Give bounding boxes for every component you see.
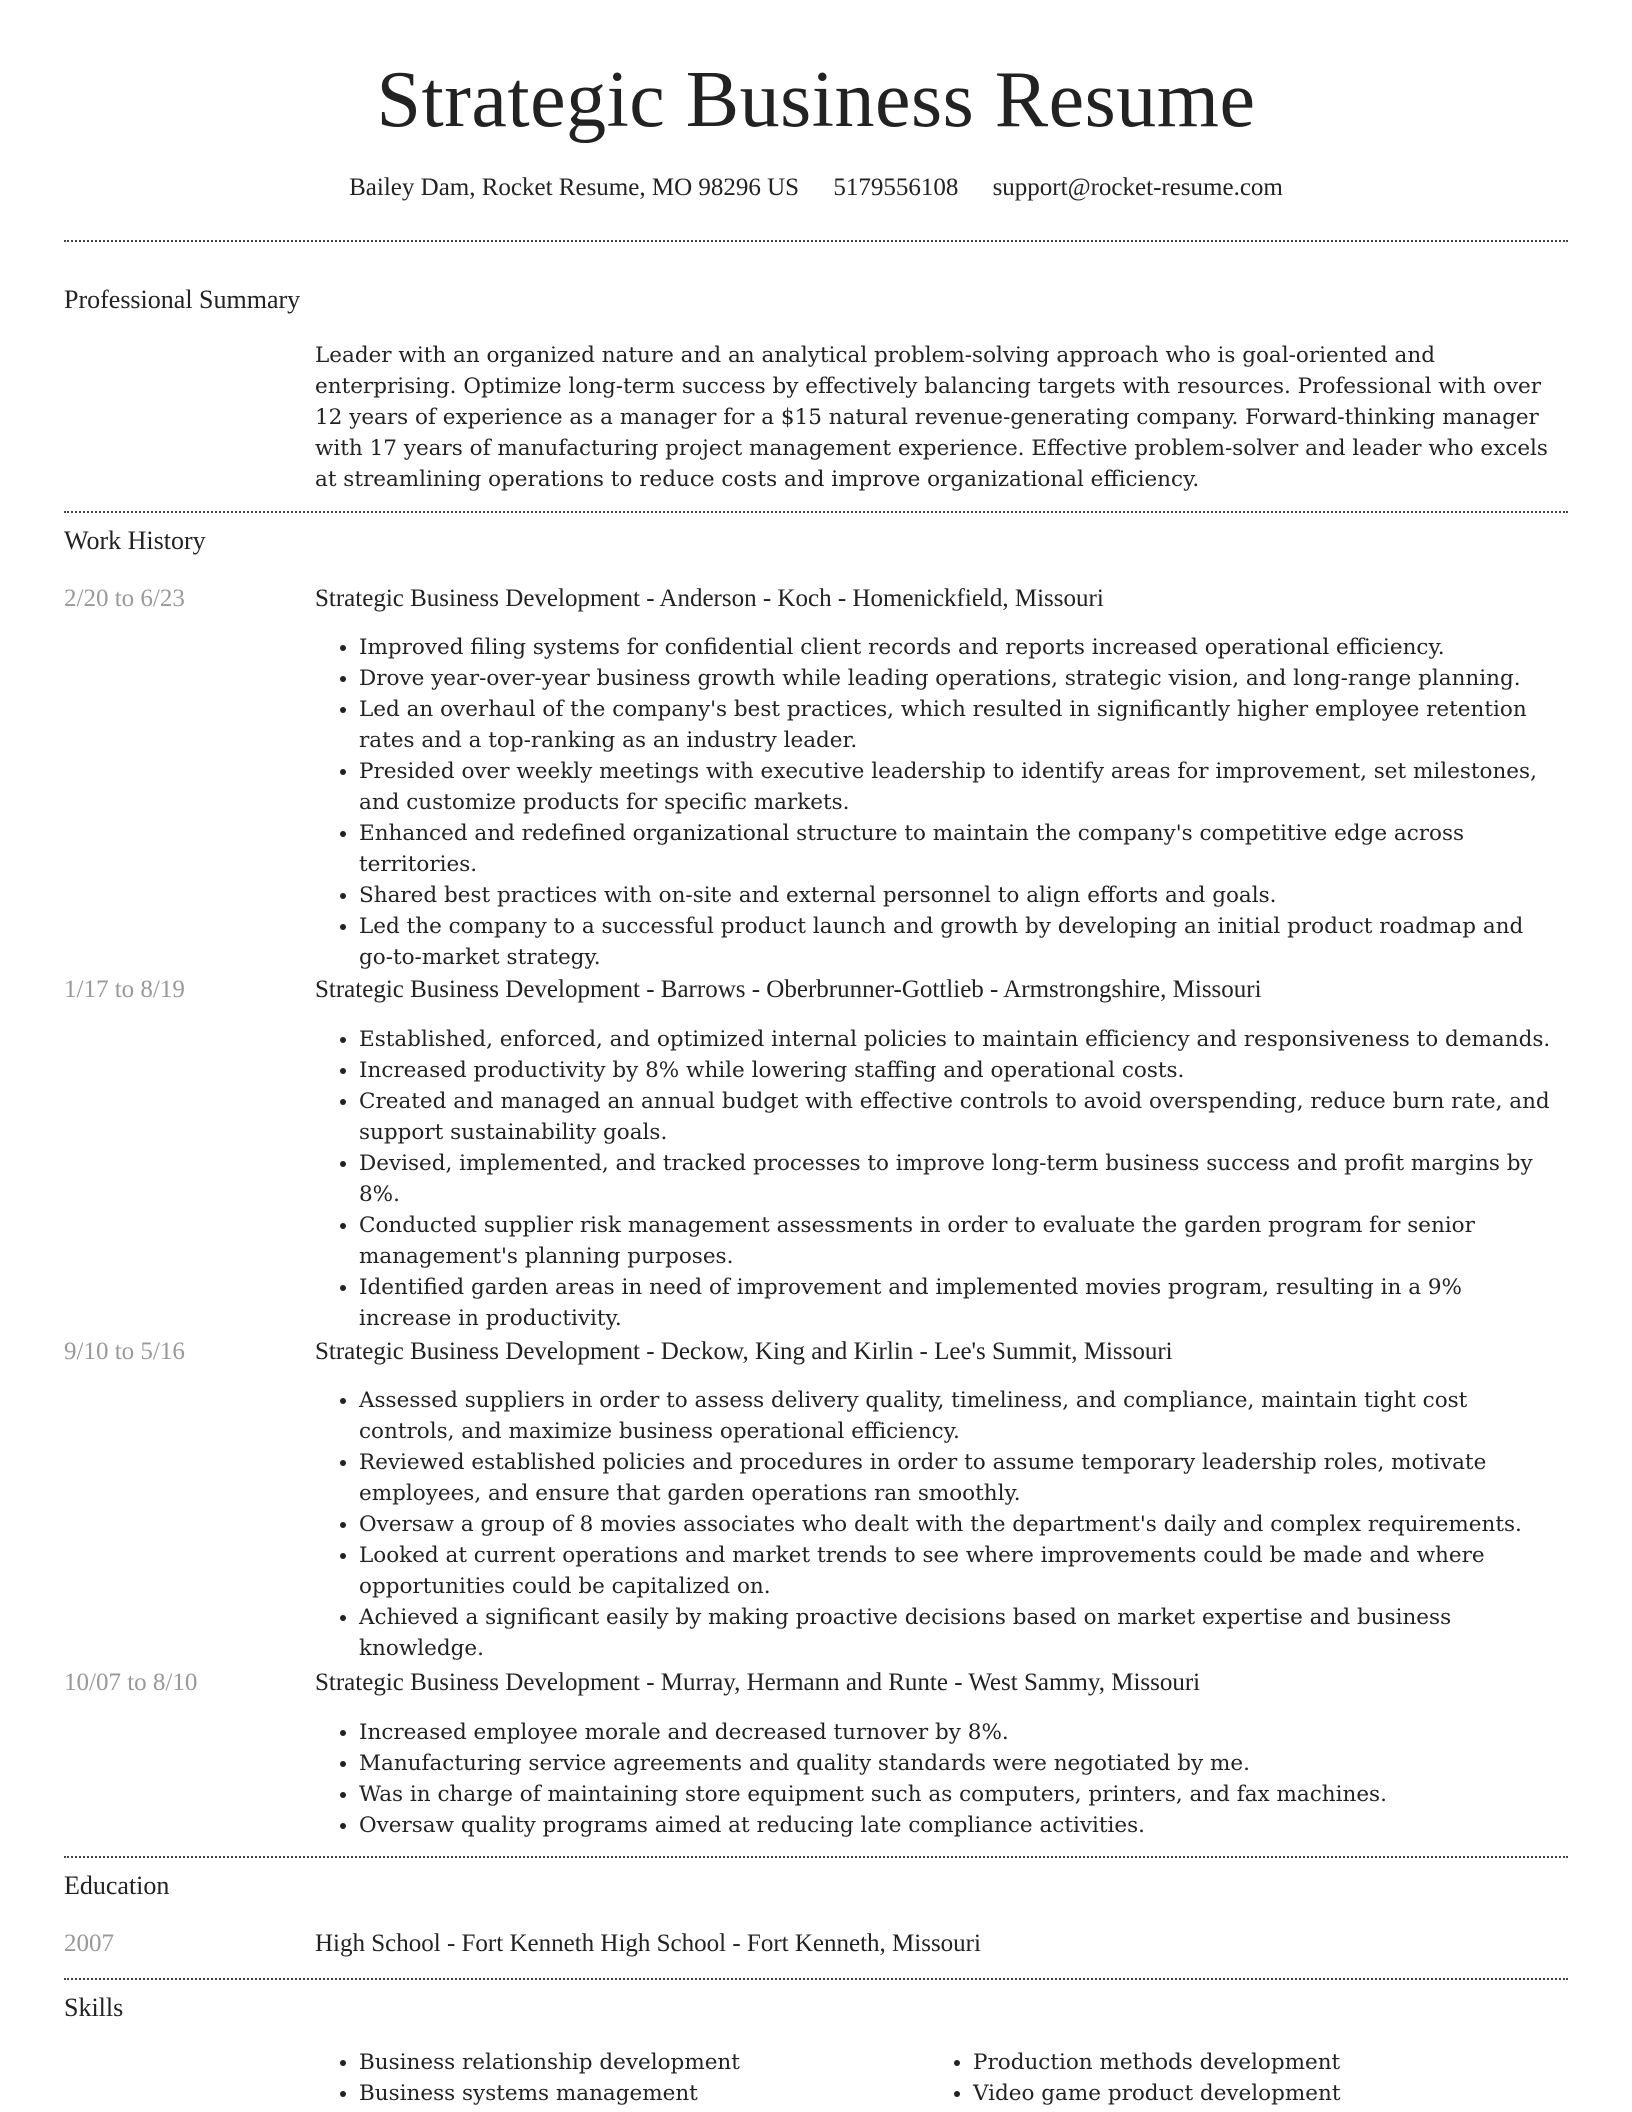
job-bullets <box>315 632 1560 973</box>
list-item: • Improved filing systems for confidential client records and reports increased operational efficiency. <box>359 632 1560 663</box>
list-item: • Oversaw a group of 8 movies associates who dealt with the department's daily and complex requirements. <box>359 1509 1560 1540</box>
skills-list-left <box>315 2047 925 2109</box>
contact-email: support@rocket-resume.com <box>992 174 1283 201</box>
list-item: • Increased employee morale and decreased turnover by 8%. <box>359 1717 1560 1748</box>
list-item: • Led an overhaul of the company's best practices, which resulted in significantly higher employee retention rates and a top-ranking as an industry leader. <box>359 694 1560 756</box>
job-title: Strategic Business Development <box>315 585 640 612</box>
section-heading-work: Work History <box>64 526 206 555</box>
list-item: • Presided over weekly meetings with executive leadership to identify areas for improvement, set milestones, and customize products for specific markets. <box>359 756 1560 818</box>
skill-item: • Business systems management <box>359 2078 925 2109</box>
job-dates: 1/17 to 8/19 <box>64 976 185 1003</box>
job-title: Strategic Business Development <box>315 1338 640 1365</box>
section-divider <box>64 511 1568 513</box>
job-details: - Murray, Hermann and Runte - West Sammy, Missouri <box>639 1669 1201 1696</box>
list-item: • Achieved a significant easily by making proactive decisions based on market expertise and business knowledge. <box>359 1602 1560 1664</box>
list-item: • Reviewed established policies and procedures in order to assume temporary leadership roles, motivate employees, and ensure that garden operations ran smoothly. <box>359 1447 1560 1509</box>
list-item: • Enhanced and redefined organizational structure to maintain the company's competitive edge across territories. <box>359 818 1560 880</box>
contact-line <box>0 171 1632 205</box>
job-dates: 2/20 to 6/23 <box>64 585 185 612</box>
education-degree: High School <box>315 1930 441 1957</box>
job-dates: 9/10 to 5/16 <box>64 1338 185 1365</box>
job-bullets <box>315 1385 1560 1664</box>
list-item: • Identified garden areas in need of improvement and implemented movies program, resulting in a 9% increase in productivity. <box>359 1272 1560 1334</box>
job-heading <box>315 973 1570 1007</box>
list-item: • Conducted supplier risk management assessments in order to evaluate the garden program for senior management's planning purposes. <box>359 1210 1560 1272</box>
job-heading <box>315 1666 1570 1700</box>
list-item: • Looked at current operations and market trends to see where improvements could be made and where opportunities could be capitalized on. <box>359 1540 1560 1602</box>
list-item: • Manufacturing service agreements and quality standards were negotiated by me. <box>359 1748 1560 1779</box>
list-item: • Established, enforced, and optimized internal policies to maintain efficiency and responsiveness to demands. <box>359 1024 1560 1055</box>
contact-phone: 5179556108 <box>833 174 959 201</box>
list-item: • Created and managed an annual budget with effective controls to avoid overspending, reduce burn rate, and support sustainability goals. <box>359 1086 1560 1148</box>
job-bullets <box>315 1717 1560 1841</box>
section-heading-summary: Professional Summary <box>64 285 301 314</box>
resume-title: Strategic Business Resume <box>376 56 1256 144</box>
summary-text: Leader with an organized nature and an analytical problem-solving approach who is goal-oriented and enterprising. Optimize long-term success by effectively balancing targets with resources. Professional with over 12 years of experience as a manager for a $15 natural revenue-generating company. Forward-thinking manager with 17 years of manufacturing project management experience. Effective problem-solver and leader who excels at streamlining operations to reduce costs and improve organizational efficiency. <box>315 343 1548 492</box>
list-item: • Oversaw quality programs aimed at reducing late compliance activities. <box>359 1810 1560 1841</box>
list-item: • Drove year-over-year business growth while leading operations, strategic vision, and long-range planning. <box>359 663 1560 694</box>
education-entry <box>315 1927 1570 1961</box>
list-item: • Assessed suppliers in order to assess delivery quality, timeliness, and compliance, maintain tight cost controls, and maximize business operational efficiency. <box>359 1385 1560 1447</box>
skill-item: • Video game product development <box>973 2078 1539 2109</box>
education-year: 2007 <box>64 1930 114 1957</box>
section-divider <box>64 1856 1568 1858</box>
job-title: Strategic Business Development <box>315 1669 640 1696</box>
education-details: - Fort Kenneth High School - Fort Kenneth, Missouri <box>440 1930 981 1957</box>
job-heading <box>315 582 1570 616</box>
section-divider <box>64 1978 1568 1980</box>
skill-item: • Business relationship development <box>359 2047 925 2078</box>
job-title: Strategic Business Development <box>315 976 640 1003</box>
list-item: • Shared best practices with on-site and external personnel to align efforts and goals. <box>359 880 1560 911</box>
list-item: • Increased productivity by 8% while lowering staffing and operational costs. <box>359 1055 1560 1086</box>
section-divider <box>64 240 1568 242</box>
list-item: • Led the company to a successful product launch and growth by developing an initial product roadmap and go-to-market strategy. <box>359 911 1560 973</box>
list-item: • Devised, implemented, and tracked processes to improve long-term business success and profit margins by 8%. <box>359 1148 1560 1210</box>
skill-item: • Production methods development <box>973 2047 1539 2078</box>
section-heading-skills: Skills <box>64 1993 124 2022</box>
section-heading-education: Education <box>64 1871 170 1900</box>
skills-list-right <box>929 2047 1539 2109</box>
list-item: • Was in charge of maintaining store equipment such as computers, printers, and fax machines. <box>359 1779 1560 1810</box>
job-bullets <box>315 1024 1560 1334</box>
job-dates: 10/07 to 8/10 <box>64 1669 198 1696</box>
job-details: - Deckow, King and Kirlin - Lee's Summit, Missouri <box>639 1338 1173 1365</box>
job-details: - Barrows - Oberbrunner-Gottlieb - Armstrongshire, Missouri <box>639 976 1262 1003</box>
contact-address: Bailey Dam, Rocket Resume, MO 98296 US <box>349 174 800 201</box>
job-details: - Anderson - Koch - Homenickfield, Missouri <box>639 585 1104 612</box>
job-heading <box>315 1335 1570 1369</box>
